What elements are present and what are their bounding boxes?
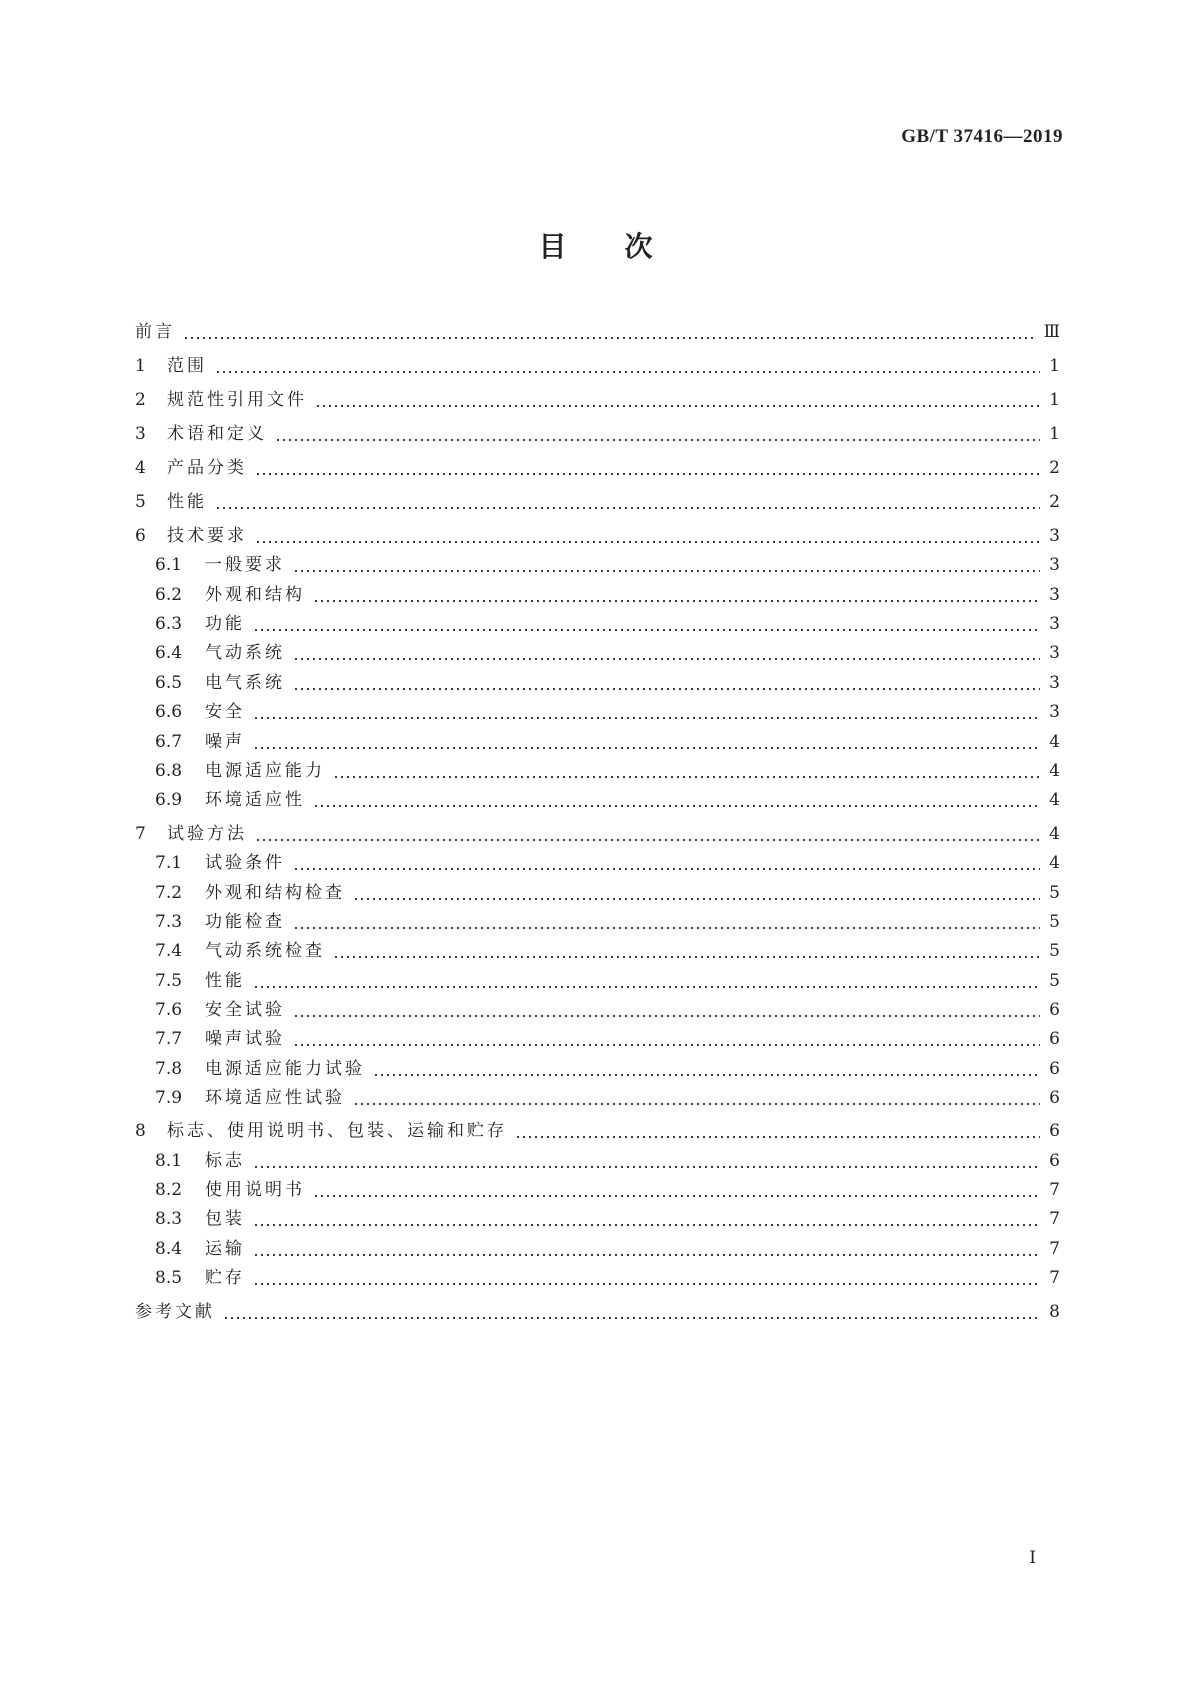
toc-entry-label: 试验条件 bbox=[205, 853, 285, 873]
toc-entry-number: 7.5 bbox=[155, 971, 183, 991]
toc-entry-label: 标志、使用说明书、包装、运输和贮存 bbox=[167, 1121, 507, 1141]
toc-entry-label: 试验方法 bbox=[167, 824, 247, 844]
toc-entry[interactable] bbox=[135, 996, 1060, 1024]
toc-entry-number: 8.2 bbox=[155, 1180, 183, 1200]
toc-entry-label: 环境适应性 bbox=[205, 790, 305, 810]
toc-entry-page: 2 bbox=[1049, 492, 1060, 512]
toc-entry[interactable] bbox=[135, 1235, 1060, 1263]
toc-leader-dots bbox=[353, 879, 1040, 907]
toc-leader-dots bbox=[333, 757, 1040, 785]
toc-entry-page: 5 bbox=[1049, 941, 1060, 961]
toc-entry-label: 安全 bbox=[205, 702, 245, 722]
toc-entry-number: 5 bbox=[135, 492, 146, 512]
toc-entry-label: 外观和结构 bbox=[205, 585, 305, 605]
toc-leader-dots bbox=[253, 1147, 1040, 1175]
toc-entry-page: 3 bbox=[1049, 614, 1060, 634]
toc-entry-label: 性能 bbox=[167, 492, 207, 512]
toc-entry[interactable] bbox=[135, 488, 1060, 516]
toc-leader-dots bbox=[313, 786, 1040, 814]
toc-leader-dots bbox=[255, 820, 1040, 848]
toc-entry[interactable] bbox=[135, 757, 1060, 785]
toc-entry-number: 4 bbox=[135, 458, 146, 478]
toc-entry-page: 3 bbox=[1049, 526, 1060, 546]
toc-entry[interactable] bbox=[135, 698, 1060, 726]
toc-entry[interactable] bbox=[135, 1117, 1060, 1145]
toc-entry-label: 贮存 bbox=[205, 1268, 245, 1288]
toc-entry-number: 6.3 bbox=[155, 614, 183, 634]
toc-entry-number: 6.8 bbox=[155, 761, 183, 781]
toc-entry-page: Ⅲ bbox=[1043, 322, 1060, 342]
toc-leader-dots bbox=[515, 1117, 1040, 1145]
toc-entry-number: 6.4 bbox=[155, 643, 183, 663]
toc-entry-number: 6.1 bbox=[155, 555, 183, 575]
toc-entry-label: 外观和结构检查 bbox=[205, 883, 345, 903]
toc-leader-dots bbox=[313, 581, 1040, 609]
toc-entry-label: 前言 bbox=[135, 322, 175, 342]
toc-leader-dots bbox=[315, 386, 1040, 414]
toc-entry-label: 一般要求 bbox=[205, 555, 285, 575]
toc-entry[interactable] bbox=[135, 386, 1060, 414]
toc-entry[interactable] bbox=[135, 937, 1060, 965]
toc-entry[interactable] bbox=[135, 1147, 1060, 1175]
toc-entry[interactable] bbox=[135, 879, 1060, 907]
toc-entry[interactable] bbox=[135, 1025, 1060, 1053]
toc-entry-number: 2 bbox=[135, 390, 146, 410]
toc-entry-number: 7.9 bbox=[155, 1088, 183, 1108]
toc-leader-dots bbox=[373, 1055, 1040, 1083]
toc-entry-number: 7.7 bbox=[155, 1029, 183, 1049]
toc-entry-number: 6.9 bbox=[155, 790, 183, 810]
toc-entry[interactable] bbox=[135, 1055, 1060, 1083]
toc-entry[interactable] bbox=[135, 849, 1060, 877]
toc-entry-page: 8 bbox=[1049, 1302, 1060, 1322]
toc-entry-page: 6 bbox=[1049, 1000, 1060, 1020]
toc-entry-page: 6 bbox=[1049, 1029, 1060, 1049]
toc-entry-page: 6 bbox=[1049, 1059, 1060, 1079]
toc-entry-number: 6.2 bbox=[155, 585, 183, 605]
toc-entry-page: 1 bbox=[1049, 356, 1060, 376]
toc-leader-dots bbox=[253, 967, 1040, 995]
toc-entry-label: 安全试验 bbox=[205, 1000, 285, 1020]
page-number: Ⅰ bbox=[1029, 1548, 1036, 1568]
toc-leader-dots bbox=[255, 454, 1040, 482]
toc-entry-page: 7 bbox=[1049, 1180, 1060, 1200]
toc-leader-dots bbox=[253, 1264, 1040, 1292]
toc-entry[interactable] bbox=[135, 1298, 1060, 1326]
toc-entry-page: 1 bbox=[1049, 424, 1060, 444]
toc-leader-dots bbox=[215, 488, 1040, 516]
toc-entry-number: 7 bbox=[135, 824, 146, 844]
toc-entry[interactable] bbox=[135, 610, 1060, 638]
toc-entry-page: 4 bbox=[1049, 853, 1060, 873]
toc-entry[interactable] bbox=[135, 786, 1060, 814]
toc-leader-dots bbox=[293, 639, 1040, 667]
toc-entry-number: 6.7 bbox=[155, 732, 183, 752]
toc-entry-label: 气动系统检查 bbox=[205, 941, 325, 961]
toc-entry-page: 6 bbox=[1049, 1151, 1060, 1171]
standard-code: GB/T 37416—2019 bbox=[901, 126, 1063, 147]
toc-entry[interactable] bbox=[135, 551, 1060, 579]
toc-entry-label: 功能 bbox=[205, 614, 245, 634]
toc-entry-label: 包装 bbox=[205, 1209, 245, 1229]
toc-entry-label: 电源适应能力试验 bbox=[205, 1059, 365, 1079]
toc-entry[interactable] bbox=[135, 1205, 1060, 1233]
toc-entry-number: 3 bbox=[135, 424, 146, 444]
toc-entry-number: 8.5 bbox=[155, 1268, 183, 1288]
toc-entry[interactable] bbox=[135, 522, 1060, 550]
toc-entry-number: 8.1 bbox=[155, 1151, 183, 1171]
toc-leader-dots bbox=[223, 1298, 1040, 1326]
toc-entry[interactable] bbox=[135, 318, 1060, 346]
toc-entry-page: 5 bbox=[1049, 883, 1060, 903]
toc-leader-dots bbox=[253, 1205, 1040, 1233]
toc-entry[interactable] bbox=[135, 639, 1060, 667]
toc-entry-page: 4 bbox=[1049, 761, 1060, 781]
toc-entry[interactable] bbox=[135, 908, 1060, 936]
toc-entry-label: 运输 bbox=[205, 1239, 245, 1259]
toc-entry-number: 7.4 bbox=[155, 941, 183, 961]
toc-entry-number: 7.3 bbox=[155, 912, 183, 932]
toc-entry-number: 6 bbox=[135, 526, 146, 546]
toc-leader-dots bbox=[275, 420, 1040, 448]
toc-entry[interactable] bbox=[135, 1176, 1060, 1204]
toc-entry-label: 参考文献 bbox=[135, 1302, 215, 1322]
toc-leader-dots bbox=[253, 728, 1040, 756]
toc-entry[interactable] bbox=[135, 1084, 1060, 1112]
toc-entry-label: 气动系统 bbox=[205, 643, 285, 663]
toc-entry[interactable] bbox=[135, 581, 1060, 609]
toc-entry-page: 3 bbox=[1049, 585, 1060, 605]
toc-entry-label: 技术要求 bbox=[167, 526, 247, 546]
toc-leader-dots bbox=[293, 996, 1040, 1024]
toc-entry-label: 环境适应性试验 bbox=[205, 1088, 345, 1108]
toc-leader-dots bbox=[215, 352, 1040, 380]
toc-entry-page: 3 bbox=[1049, 555, 1060, 575]
toc-entry-page: 4 bbox=[1049, 790, 1060, 810]
toc-entry-page: 4 bbox=[1049, 824, 1060, 844]
toc-entry[interactable] bbox=[135, 420, 1060, 448]
toc-leader-dots bbox=[333, 937, 1040, 965]
toc-leader-dots bbox=[253, 1235, 1040, 1263]
toc-entry-page: 3 bbox=[1049, 702, 1060, 722]
toc-leader-dots bbox=[313, 1176, 1040, 1204]
toc-entry[interactable] bbox=[135, 728, 1060, 756]
toc-entry-label: 电源适应能力 bbox=[205, 761, 325, 781]
toc-leader-dots bbox=[255, 522, 1040, 550]
toc-entry-page: 7 bbox=[1049, 1239, 1060, 1259]
toc-entry-label: 噪声 bbox=[205, 732, 245, 752]
toc-entry-page: 6 bbox=[1049, 1088, 1060, 1108]
toc-entry[interactable] bbox=[135, 669, 1060, 697]
toc-entry-number: 6.6 bbox=[155, 702, 183, 722]
toc-entry-label: 性能 bbox=[205, 971, 245, 991]
toc-entry[interactable] bbox=[135, 820, 1060, 848]
toc-leader-dots bbox=[293, 1025, 1040, 1053]
toc-entry-label: 标志 bbox=[205, 1151, 245, 1171]
toc-entry-page: 2 bbox=[1049, 458, 1060, 478]
toc-entry-number: 8.4 bbox=[155, 1239, 183, 1259]
toc-entry[interactable] bbox=[135, 967, 1060, 995]
toc-entry-page: 5 bbox=[1049, 912, 1060, 932]
toc-entry-page: 7 bbox=[1049, 1209, 1060, 1229]
toc-entry-number: 7.1 bbox=[155, 853, 183, 873]
toc-entry[interactable] bbox=[135, 352, 1060, 380]
toc-entry[interactable] bbox=[135, 1264, 1060, 1292]
toc-leader-dots bbox=[293, 849, 1040, 877]
toc-entry-page: 7 bbox=[1049, 1268, 1060, 1288]
toc-entry-label: 产品分类 bbox=[167, 458, 247, 478]
toc-entry-label: 使用说明书 bbox=[205, 1180, 305, 1200]
toc-entry-number: 8 bbox=[135, 1121, 146, 1141]
toc-entry-number: 7.2 bbox=[155, 883, 183, 903]
toc-entry-number: 7.8 bbox=[155, 1059, 183, 1079]
toc-entry-label: 噪声试验 bbox=[205, 1029, 285, 1049]
toc-entry-number: 1 bbox=[135, 356, 146, 376]
toc-entry-label: 术语和定义 bbox=[167, 424, 267, 444]
page-title: 目次 bbox=[538, 230, 711, 263]
toc-entry-page: 1 bbox=[1049, 390, 1060, 410]
toc-leader-dots bbox=[293, 669, 1040, 697]
toc-entry-label: 电气系统 bbox=[205, 673, 285, 693]
toc-leader-dots bbox=[253, 610, 1040, 638]
toc-entry-label: 规范性引用文件 bbox=[167, 390, 307, 410]
toc-leader-dots bbox=[293, 551, 1040, 579]
toc-entry-label: 范围 bbox=[167, 356, 207, 376]
toc-entry-number: 8.3 bbox=[155, 1209, 183, 1229]
toc-leader-dots bbox=[253, 698, 1040, 726]
toc-leader-dots bbox=[183, 318, 1036, 346]
toc-entry[interactable] bbox=[135, 454, 1060, 482]
toc-entry-page: 5 bbox=[1049, 971, 1060, 991]
toc-entry-page: 6 bbox=[1049, 1121, 1060, 1141]
toc-leader-dots bbox=[293, 908, 1040, 936]
toc-entry-page: 3 bbox=[1049, 643, 1060, 663]
toc-entry-number: 7.6 bbox=[155, 1000, 183, 1020]
toc-entry-number: 6.5 bbox=[155, 673, 183, 693]
toc-entry-label: 功能检查 bbox=[205, 912, 285, 932]
toc-entry-page: 3 bbox=[1049, 673, 1060, 693]
toc-entry-page: 4 bbox=[1049, 732, 1060, 752]
toc-leader-dots bbox=[353, 1084, 1040, 1112]
